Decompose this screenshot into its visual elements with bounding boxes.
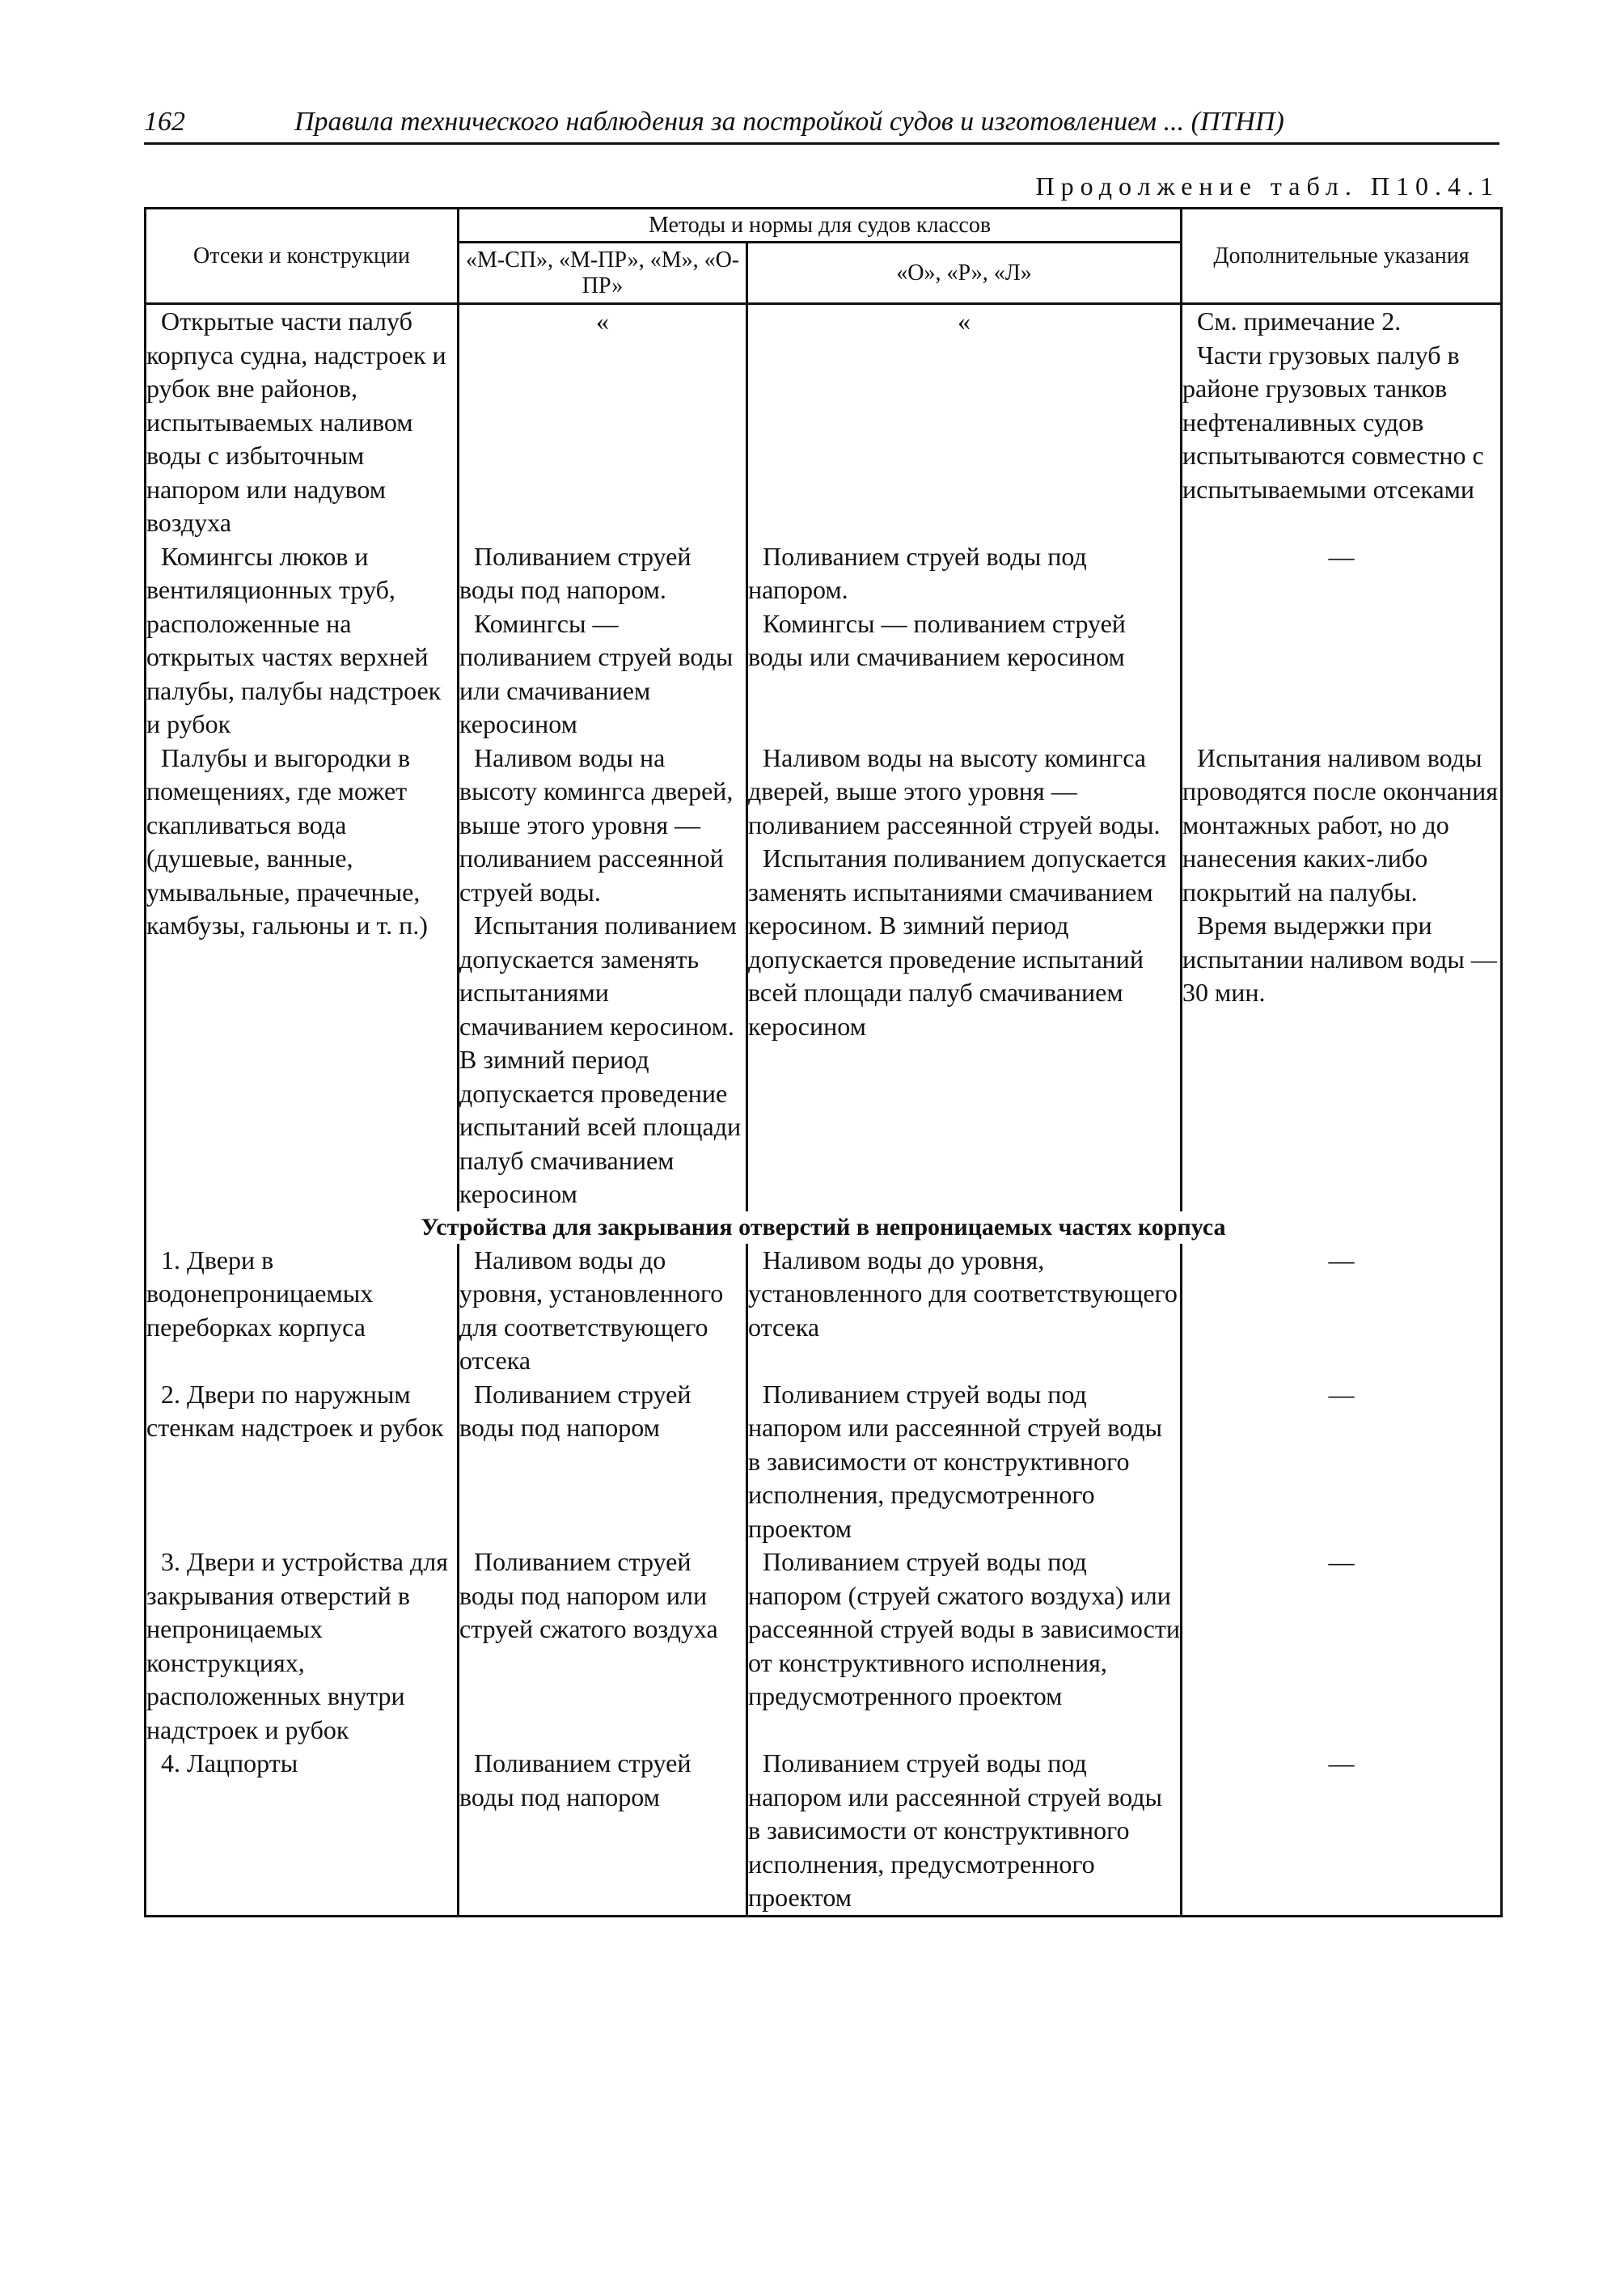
notes-cell: — (1328, 1379, 1355, 1409)
method-m-cell: « (596, 306, 609, 336)
section-title: Устройства для закрывания отверстий в непроницаемых частях корпуса (146, 1211, 1502, 1244)
compartment-cell: Комингсы люков и вентиляционных труб, расположенные на открытых частях верхней палубы, палубы надстроек и рубок (146, 541, 442, 738)
compartment-cell: 1. Двери в водонепроницаемых переборках корпуса (146, 1245, 374, 1342)
notes-cell: Испытания наливом воды проводятся после окончания монтажных работ, но до нанесения каких-либо покрытий на палубы. (1182, 742, 1498, 907)
compartment-cell: 4. Лацпорты (161, 1748, 298, 1777)
page-number: 162 (144, 107, 185, 137)
rules-table (144, 207, 1503, 1917)
header-methods-group: Методы и нормы для судов классов (459, 209, 1182, 243)
table-row (146, 540, 1502, 742)
method-m-cell: Наливом воды на высоту комингса дверей, выше этого уровня — поливанием рассеянной струей воды. (459, 742, 734, 907)
notes-cell: Время выдержки при испытании наливом воды — 30 мин. (1182, 911, 1497, 1007)
notes-cell: См. примечание 2. (1197, 306, 1402, 336)
method-m-cell: Поливанием струей воды под напором или струей сжатого воздуха (459, 1547, 718, 1643)
method-m-cell: Поливанием струей воды под напором. (459, 541, 691, 604)
method-o-cell: Наливом воды на высоту комингса дверей, выше этого уровня — поливанием рассеянной струей воды. (748, 742, 1161, 839)
method-m-cell: Поливанием струей воды под напором (459, 1748, 691, 1811)
method-m-cell: Поливанием струей воды под напором (459, 1379, 691, 1442)
notes-cell: — (1328, 1245, 1355, 1274)
page-header (144, 102, 1499, 145)
method-o-cell: « (958, 306, 971, 336)
method-o-cell: Комингсы — поливанием струей воды или смачиванием керосином (748, 608, 1126, 671)
notes-cell: — (1328, 1547, 1355, 1576)
running-title: Правила технического наблюдения за постройкой судов и изготовлением ... (ПТНП) (294, 107, 1284, 137)
table-row (146, 742, 1502, 1211)
table-row (146, 1545, 1502, 1747)
notes-cell: — (1328, 541, 1355, 571)
method-m-cell: Комингсы — поливанием струей воды или смачиванием керосином (459, 608, 734, 738)
header-methods-m: «М-СП», «М-ПР», «М», «О-ПР» (459, 243, 747, 304)
header-notes: Дополнительные указания (1182, 209, 1502, 304)
table-row (146, 304, 1502, 540)
method-o-cell: Поливанием струей воды под напором или рассеянной струей воды в зависимости от конструктивного исполнения, предусмотренного проектом (748, 1379, 1162, 1543)
table-row (146, 1747, 1502, 1916)
method-o-cell: Наливом воды до уровня, установленного для соответствующего отсека (748, 1245, 1178, 1342)
compartment-cell: 3. Двери и устройства для закрывания отверстий в непроницаемых конструкциях, расположенных внутри надстроек и рубок (146, 1547, 448, 1744)
compartment-cell: 2. Двери по наружным стенкам надстроек и рубок (146, 1379, 444, 1442)
compartment-cell: Открытые части палуб корпуса судна, надстроек и рубок вне районов, испытываемых наливом воды с избыточным напором или надувом воздуха (146, 306, 446, 537)
compartment-cell: Палубы и выгородки в помещениях, где может скапливаться вода (душевые, ванные, умывальные, прачечные, камбузы, гальюны и т. п.) (146, 742, 428, 940)
notes-cell: Части грузовых палуб в районе грузовых танков нефтеналивных судов испытываются совместно с испытываемыми отсеками (1182, 340, 1484, 504)
table-row (146, 1244, 1502, 1378)
header-compartments: Отсеки и конструкции (146, 209, 459, 304)
method-m-cell: Испытания поливанием допускается заменять испытаниями смачиванием керосином. В зимний период допускается проведение испытаний всей площади палуб смачиванием керосином (459, 911, 742, 1208)
method-o-cell: Поливанием струей воды под напором. (748, 541, 1087, 604)
method-m-cell: Наливом воды до уровня, установленного для соответствующего отсека (459, 1245, 724, 1375)
table-row (146, 1378, 1502, 1546)
method-o-cell: Испытания поливанием допускается заменять испытаниями смачиванием керосином. В зимний период допускается проведение испытаний всей площади палуб смачиванием керосином (748, 843, 1167, 1041)
method-o-cell: Поливанием струей воды под напором (струей сжатого воздуха) или рассеянной струей воды в зависимости от конструктивного исполнения, предусмотренного проектом (748, 1547, 1180, 1710)
header-methods-o: «О», «Р», «Л» (747, 243, 1182, 304)
section-row (146, 1211, 1502, 1244)
method-o-cell: Поливанием струей воды под напором или рассеянной струей воды в зависимости от конструктивного исполнения, предусмотренного проектом (748, 1748, 1162, 1912)
table-continuation-label: Продолжение табл. П10.4.1 (1035, 171, 1499, 201)
notes-cell: — (1328, 1748, 1355, 1777)
